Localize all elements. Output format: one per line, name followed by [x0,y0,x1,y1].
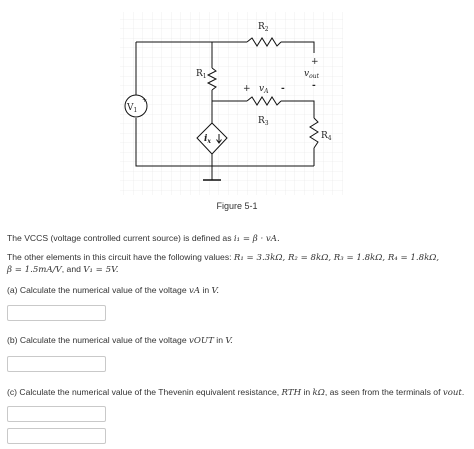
vout-plus-label: + [311,57,319,67]
r2-label: $R_2$ [258,22,269,33]
values-line-1: The other elements in this circuit have the following values: R₁ = 3.3kΩ, R₂ = 8kΩ, R₃ = 1.8kΩ, R₄ = 1.8kΩ, [7,252,440,263]
part-c-answer-field-2[interactable] [7,428,106,444]
vout-label: $v_{out}$ [304,69,319,80]
va-plus-label: + [243,84,251,94]
r4-label: $R_4$ [321,131,332,142]
part-b-question: (b) Calculate the numerical value of the voltage vOUT in V. [7,335,233,346]
ix-label: $i_x$ [204,134,211,145]
r3-label: $R_3$ [258,116,269,127]
vccs-definition: The VCCS (voltage controlled current source) is defined as i₁ = β · vA. [7,233,280,244]
values-line-2: β = 1.5mA/V, and V₁ = 5V. [7,264,119,275]
grid-background [120,12,343,195]
v1-plus-sign: + [142,97,148,104]
part-b-answer-field[interactable] [7,356,106,372]
r1-label: $R_1$ [196,69,207,80]
part-a-answer-field[interactable] [7,305,106,321]
figure-caption: Figure 5-1 [216,201,258,211]
part-c-answer-field[interactable] [7,406,106,422]
vout-minus-label: - [312,81,316,91]
va-minus-label: - [281,84,285,94]
part-a-question: (a) Calculate the numerical value of the voltage vA in V. [7,285,219,296]
circuit-figure [0,0,474,200]
part-c-question: (c) Calculate the numerical value of the Thevenin equivalent resistance, RTH in kΩ, as seen from the terminals of vout. [7,387,465,398]
va-label: $v_A$ [259,84,269,95]
v1-label: $V_1$ [127,103,138,114]
